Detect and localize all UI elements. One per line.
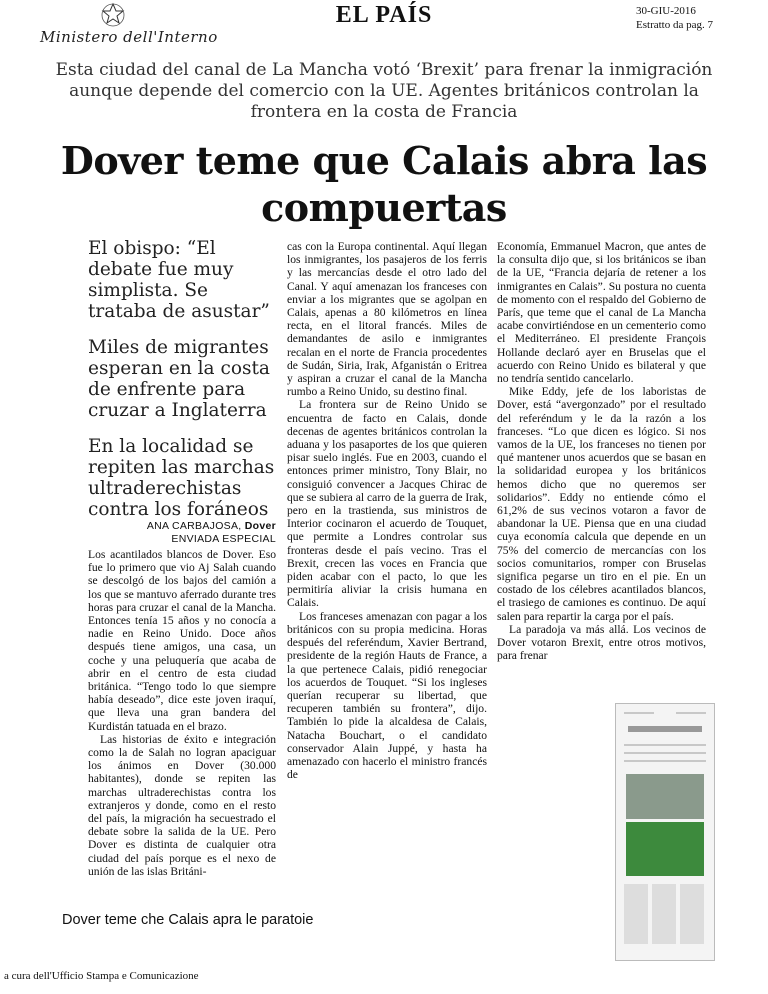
newspaper-masthead: EL PAÍS	[335, 2, 433, 28]
paragraph: Mike Eddy, jefe de los laboristas de Dover, está “avergonzado” por el resultado del referéndum y le da la razón a los franceses. “Lo que dicen es lógico. Si nos vamos de la UE, los franceses no tienen por qué mantener unos acuerdos que se basan en la solidaridad europea y los británicos hemos dicho que no queremos ser solidarios”. Eddy no entiende cómo el 61,2% de sus vecinos votaron a favor de abandonar la UE. Piensa que en una ciudad cuya economía calcula que depende en un 75% del comercio de mercancías con los socios comunitarios, romper con Bruselas significa pegarse un tiro en el pie. En un costado de los célebres acantilados blancos, el trasiego de camiones es continuo. De aquí salen para repartir la carga por el país.	[497, 385, 706, 623]
paragraph: cas con la Europa continental. Aquí llegan los inmigrantes, los pasajeros de los ferris y las mercancías desde el otro lado del Canal. Y aquí amenazan los franceses con enviar a los migrantes que se agolpan en Calais, apenas a 80 kilómetros en línea recta, en el litoral francés. Miles de demandantes de asilo e inmigrantes recalan en el norte de Francia procedentes de Sudán, Siria, Irak, Afganistán o Eritrea y aspiran a cruzar el canal de la Mancha rumbo a Reino Unido, su destino final.	[287, 240, 487, 399]
paragraph: Los franceses amenazan con pagar a los británicos con su propia medicina. Horas después del referéndum, Xavier Bertrand, presidente de la región Hauts de France, a la que pertenece Calais, pidió renegociar los acuerdos de Touquet. “Si los ingleses querían recuperar su libertad, que recuperen también su frontera”, dijo. También lo pide la alcaldesa de Calais, Natacha Bouchart, o el candidato conservador Alain Juppé, y hasta ha amenazado con hacerlo el ministro francés de	[287, 609, 487, 782]
article-column-2	[287, 240, 487, 781]
thumb-line	[624, 744, 706, 746]
byline-role: ENVIADA ESPECIAL	[171, 533, 276, 545]
page-header	[0, 0, 768, 50]
byline	[88, 520, 276, 533]
thumb-highlight	[626, 822, 704, 876]
thumb-line	[676, 712, 706, 714]
thumb-line	[624, 712, 654, 714]
sidehead-3: En la localidad se repiten las marchas ultraderechistas contra los foráneos	[88, 436, 275, 520]
article-subtitle: Esta ciudad del canal de La Mancha votó ‘Brexit’ para frenar la inmigración aunque depende del comercio con la UE. Agentes británicos controlan la frontera en la costa de Francia	[55, 60, 713, 122]
footer-credit: a cura dell'Ufficio Stampa e Comunicazione	[4, 970, 199, 982]
paragraph: Los acantilados blancos de Dover. Eso fue lo primero que vio Aj Salah cuando se descolgó de los bajos del camión a los que se mantuvo aferrado durante tres horas para cruzar el canal de la Mancha. Entonces tenía 15 años y no conocía a nadie en Reino Unido. Doce años después tiene amigos, una casa, un coche y una peluquería que acaba de abrir en el centro de esta ciudad británica. “Tengo todo lo que siempre había deseado”, dice este joven iraquí, que lleva una gran bandera del Kurdistán tatuada en el brazo.	[88, 548, 277, 733]
sidehead-1: El obispo: “El debate fue muy simplista. Se trataba de asustar”	[88, 238, 270, 322]
thumb-column	[680, 884, 704, 944]
translation-caption: Dover teme che Calais apra le paratoie	[62, 912, 314, 928]
page-thumbnail	[615, 703, 715, 961]
thumb-photo	[626, 774, 704, 819]
paragraph: La paradoja va más allá. Los vecinos de Dover votaron Brexit, entre otros motivos, para frenar	[497, 622, 706, 663]
byline-author: ANA CARBAJOSA,	[146, 520, 242, 532]
date-block	[636, 4, 713, 32]
paragraph: Las historias de éxito e integración como la de Salah no logran apaciguar los ánimos en Dover (30.000 habitantes), donde se repiten las marchas ultraderechistas contra los extranjeros y donde, como en el resto del país, la migración ha secuestrado el debate sobre la salida de la UE. Pero Dover es distinta de cualquier otra ciudad del país porque es el nexo de unión de las islas Británi-	[88, 732, 276, 878]
extract-page: Estratto da pag. 7	[636, 19, 713, 31]
thumb-line	[624, 760, 706, 762]
thumb-headline	[628, 726, 702, 732]
publication-date: 30-GIU-2016	[636, 5, 696, 17]
sidehead-2: Miles de migrantes esperan en la costa de enfrente para cruzar a Inglaterra	[88, 337, 270, 421]
paragraph: Economía, Emmanuel Macron, que antes de la consulta dijo que, si los británicos se iban de la UE, “Francia dejaría de retener a los inmigrantes en Calais”. Su postura no cuenta de momento con el respaldo del Gobierno de París, que teme que el canal de La Mancha acabe convirtiéndose en un cementerio como el Mediterráneo. El presidente François Hollande declaró ayer en Bruselas que el acuerdo con Reino Unido es bilateral y que no tendría sentido cancelarlo.	[497, 240, 706, 386]
thumb-column	[624, 884, 648, 944]
article-headline: Dover teme que Calais abra las compuertas	[60, 138, 708, 230]
thumb-line	[624, 752, 706, 754]
paragraph: La frontera sur de Reino Unido se encuentra de facto en Calais, donde decenas de agentes británicos controlan la aduana y los pasaportes de los que quieren pisar suelo inglés. Fue en 2003, cuando el entonces primer ministro, Tony Blair, no consiguió convencer a Jacques Chirac de que se subiera al carro de la guerra de Irak, pero en la trastienda, sus ministros de Interior cocinaron el acuerdo de Touquet, que permite a Londres controlar sus fronteras desde el país vecino. Tras el Brexit, crecen las voces en Francia que piden acabar con el pacto, lo que les permitiría aliviar la crisis humana en Calais.	[287, 398, 487, 610]
byline-place: Dover	[244, 520, 276, 532]
article-column-3	[497, 240, 706, 663]
article-column-1	[88, 238, 276, 878]
ministry-logo-text: Ministero dell'Interno	[40, 28, 218, 46]
thumb-column	[652, 884, 676, 944]
